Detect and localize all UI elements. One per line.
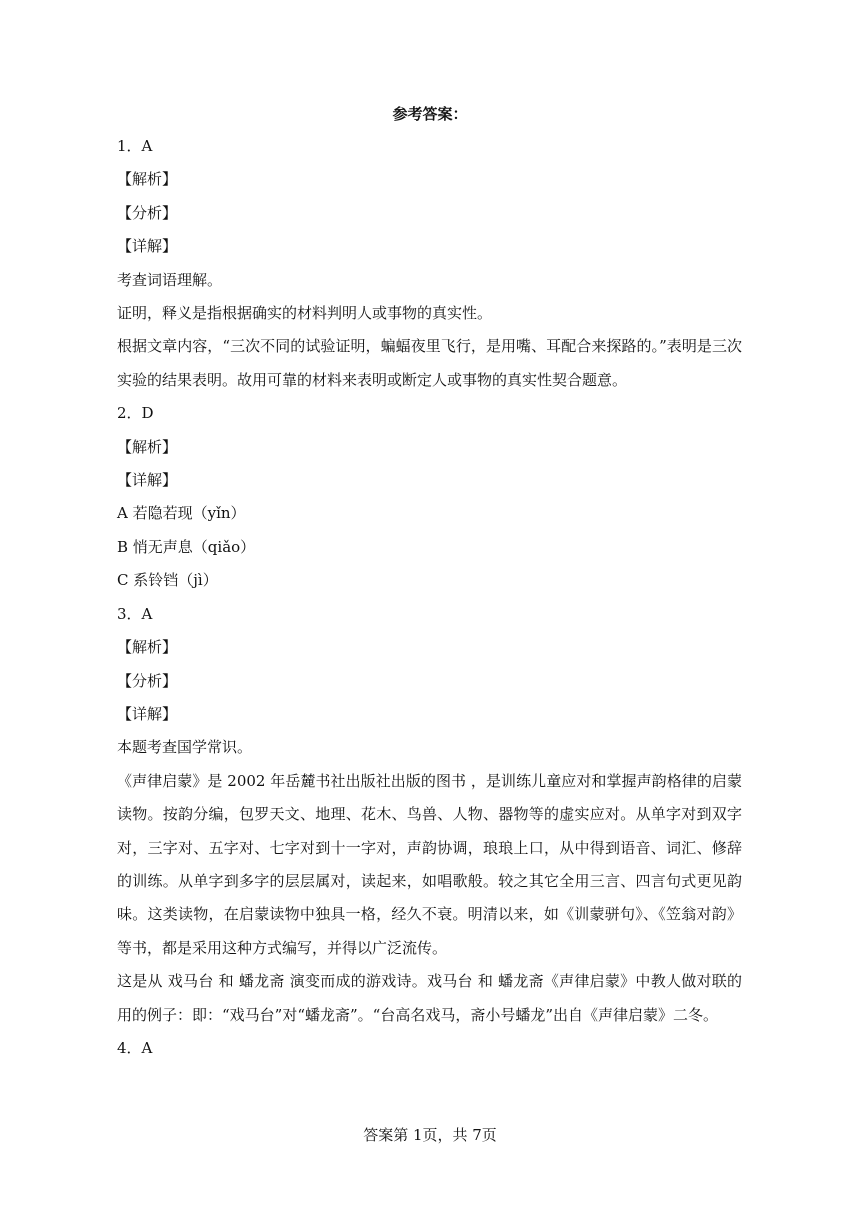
q2-answer: 2．D [117,404,154,423]
q2-xiangjie-heading: 【详解】 [117,471,178,490]
q1-fenxi-heading: 【分析】 [117,203,178,222]
q1-text-line: 考查词语理解。 [117,270,223,289]
answer-content [117,130,742,1065]
q3-paragraph-2: 这是从 戏马台 和 蟠龙斋 演变而成的游戏诗。戏马台 和 蟠龙斋《声律启蒙》中教人做对联的用的例子：即：“戏马台”对“蟠龙斋”。“台高名戏马，斋小号蟠龙”出自《声律启蒙》二冬。 [117,972,742,1024]
page-title: 参考答案： [392,105,468,123]
q3-jiexi-heading: 【解析】 [117,638,178,657]
q2-option-b: B 悄无声息（qiǎo） [117,537,256,556]
q1-answer: 1．A [117,137,153,155]
q2-option-c: C 系铃铛（jì） [117,571,218,590]
q1-xiangjie-heading: 【详解】 [117,237,178,256]
q1-paragraph: 根据文章内容，“三次不同的试验证明，蝙蝠夜里飞行，是用嘴、耳配合来探路的。”表明是三次实验的结果表明。故用可靠的材料来表明或断定人或事物的真实性契合题意。 [117,337,742,389]
q3-fenxi-heading: 【分析】 [117,671,178,690]
q1-jiexi-heading: 【解析】 [117,170,178,189]
q4-answer: 4．A [117,1038,153,1057]
q3-xiangjie-heading: 【详解】 [117,704,178,723]
q1-text-line: 证明，释义是指根据确实的材料判明人或事物的真实性。 [117,304,493,323]
q2-jiexi-heading: 【解析】 [117,437,178,456]
q3-paragraph-1: 《声律启蒙》是 2002 年岳麓书社出版社出版的图书 ，是训练儿童应对和掌握声韵格律的启蒙读物。按韵分编，包罗天文、地理、花木、鸟兽、人物、器物等的虚实应对。从单字对到双字对，三字对、五字对、七字对到十一字对，声韵协调，琅琅上口，从中得到语音、词汇、修辞的训练。从单字到多字的层层属对，读起来，如唱歌般。较之其它全用三言、四言句式更见韵味。这类读物，在启蒙读物中独具一格，经久不衰。明清以来，如《训蒙骈句》、《笠翁对韵》等书，都是采用这种方式编写，并得以广泛流传。 [117,771,742,957]
q2-option-a: A 若隐若现（yǐn） [117,504,246,523]
q3-answer: 3．A [117,604,153,623]
page-footer: 答案第 1页，共 7页 [363,1126,497,1144]
q3-text-line: 本题考查国学常识。 [117,738,253,757]
